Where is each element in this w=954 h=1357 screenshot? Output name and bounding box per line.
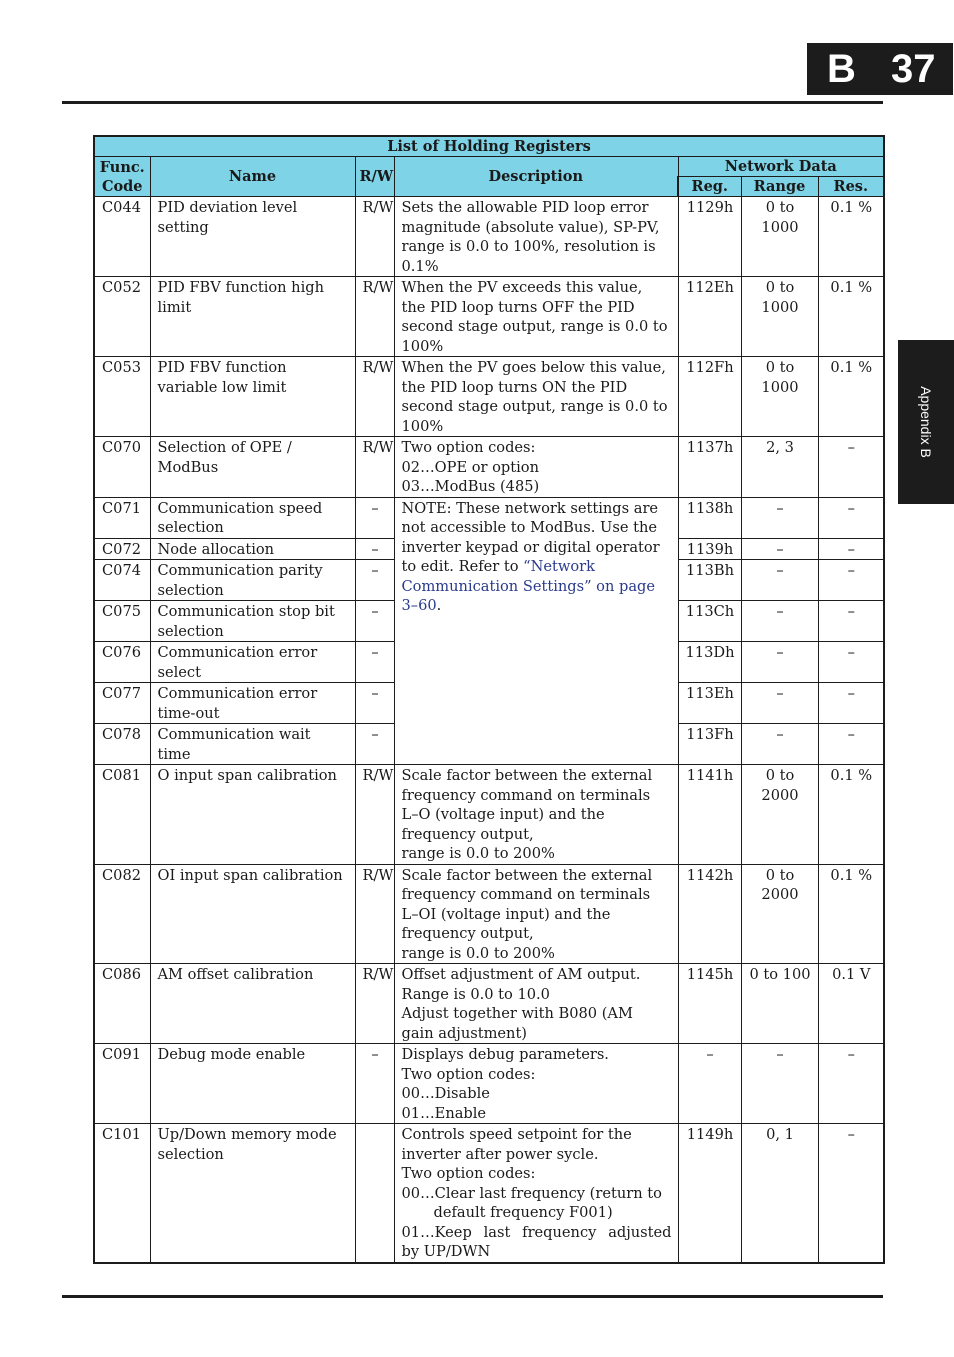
cell-res: 0.1 % <box>818 197 884 277</box>
appendix-side-tab <box>898 340 954 504</box>
side-tab-label: Appendix B <box>918 386 934 458</box>
cell-code: C074 <box>94 560 150 601</box>
table-row <box>94 1124 884 1263</box>
cell-range: – <box>741 724 818 765</box>
network-settings-note: NOTE: These network settings are not accessible to ModBus. Use the inverter keypad or digital operator to edit. Refer to “Network Communication Settings” on page 3–60. <box>394 497 678 765</box>
cell-code: C077 <box>94 683 150 724</box>
cell-description: Scale factor between the external frequency command on terminals L–O (voltage input) and the frequency output, range is 0.0 to 200% <box>394 765 678 865</box>
cell-name: Selection of OPE / ModBus <box>150 437 355 498</box>
cell-range: 0, 1 <box>741 1124 818 1263</box>
cell-reg: 112Fh <box>678 357 741 437</box>
cell-res: – <box>818 642 884 683</box>
network-communication-settings-link[interactable]: “Network <box>523 558 595 575</box>
cell-rw: – <box>355 683 394 724</box>
cell-rw: R/W <box>355 357 394 437</box>
table-row <box>94 765 884 865</box>
page-number: 37 <box>891 47 936 91</box>
network-communication-settings-link-cont[interactable]: Communication Settings” on page <box>401 577 656 595</box>
cell-rw: – <box>355 601 394 642</box>
cell-code: C082 <box>94 864 150 964</box>
table-row <box>94 864 884 964</box>
cell-res: 0.1 V <box>818 964 884 1044</box>
cell-description: Controls speed setpoint for the inverter after power sycle. Two option codes: 00…Clear last frequency (return to default frequency F001) 01…Keep last frequency adjusted by UP/DWN <box>394 1124 678 1263</box>
table-row <box>94 437 884 498</box>
cell-res: 0.1 % <box>818 357 884 437</box>
cell-code: C044 <box>94 197 150 277</box>
table-title: List of Holding Registers <box>94 136 884 157</box>
cell-description: Two option codes: 02…OPE or option 03…ModBus (485) <box>394 437 678 498</box>
cell-reg: 1139h <box>678 538 741 560</box>
page-badge <box>807 43 953 95</box>
cell-reg: 113Dh <box>678 642 741 683</box>
table-title-row <box>94 136 884 157</box>
bottom-rule <box>62 1295 883 1298</box>
table-row <box>94 357 884 437</box>
cell-name: Communication error time-out <box>150 683 355 724</box>
cell-range: – <box>741 683 818 724</box>
cell-range: 0 to 2000 <box>741 765 818 865</box>
page-reference-link[interactable]: 3–60 <box>401 597 437 614</box>
cell-code: C075 <box>94 601 150 642</box>
cell-range: – <box>741 538 818 560</box>
cell-name: Communication stop bit selection <box>150 601 355 642</box>
cell-code: C072 <box>94 538 150 560</box>
cell-code: C076 <box>94 642 150 683</box>
cell-name: PID FBV function variable low limit <box>150 357 355 437</box>
cell-res: – <box>818 497 884 538</box>
cell-rw: – <box>355 560 394 601</box>
cell-res: 0.1 % <box>818 864 884 964</box>
cell-reg: 1142h <box>678 864 741 964</box>
cell-res: – <box>818 538 884 560</box>
table-row <box>94 497 884 538</box>
table-row <box>94 197 884 277</box>
cell-rw: R/W <box>355 964 394 1044</box>
cell-description: Offset adjustment of AM output. Range is 0.0 to 10.0 Adjust together with B080 (AM gain adjustment) <box>394 964 678 1044</box>
cell-rw: R/W <box>355 864 394 964</box>
cell-name: Communication speed selection <box>150 497 355 538</box>
header-name: Name <box>150 157 355 197</box>
table-row <box>94 1044 884 1124</box>
cell-rw: – <box>355 724 394 765</box>
cell-code: C053 <box>94 357 150 437</box>
cell-description: When the PV goes below this value, the PID loop turns ON the PID second stage output, range is 0.0 to 100% <box>394 357 678 437</box>
top-rule <box>62 101 883 104</box>
cell-range: – <box>741 642 818 683</box>
cell-res: – <box>818 683 884 724</box>
table-row <box>94 964 884 1044</box>
cell-description: Scale factor between the external frequency command on terminals L–OI (voltage input) and the frequency output, range is 0.0 to 200% <box>394 864 678 964</box>
header-network-data: Network Data <box>678 157 884 177</box>
cell-rw: – <box>355 1044 394 1124</box>
cell-rw: R/W <box>355 277 394 357</box>
holding-registers-table <box>93 135 885 1264</box>
cell-reg: 113Ch <box>678 601 741 642</box>
cell-code: C086 <box>94 964 150 1044</box>
cell-reg: 1138h <box>678 497 741 538</box>
cell-reg: 113Eh <box>678 683 741 724</box>
header-row-1 <box>94 157 884 177</box>
cell-reg: 1141h <box>678 765 741 865</box>
cell-name: Communication wait time <box>150 724 355 765</box>
section-letter: B <box>827 47 856 91</box>
cell-range: 0 to 2000 <box>741 864 818 964</box>
cell-name: OI input span calibration <box>150 864 355 964</box>
cell-res: 0.1 % <box>818 765 884 865</box>
cell-reg: 112Eh <box>678 277 741 357</box>
table-row <box>94 277 884 357</box>
cell-code: C101 <box>94 1124 150 1263</box>
cell-name: PID deviation level setting <box>150 197 355 277</box>
cell-res: 0.1 % <box>818 277 884 357</box>
header-res: Res. <box>818 177 884 197</box>
cell-res: – <box>818 1124 884 1263</box>
cell-reg: – <box>678 1044 741 1124</box>
cell-range: 0 to 1000 <box>741 357 818 437</box>
cell-description: Sets the allowable PID loop error magnitude (absolute value), SP-PV, range is 0.0 to 100%, resolution is 0.1% <box>394 197 678 277</box>
cell-name: AM offset calibration <box>150 964 355 1044</box>
cell-range: – <box>741 560 818 601</box>
header-func-code: Func. Code <box>94 157 150 197</box>
cell-code: C071 <box>94 497 150 538</box>
cell-description: When the PV exceeds this value, the PID loop turns OFF the PID second stage output, range is 0.0 to 100% <box>394 277 678 357</box>
cell-res: – <box>818 437 884 498</box>
cell-range: – <box>741 601 818 642</box>
cell-range: – <box>741 1044 818 1124</box>
cell-range: 0 to 100 <box>741 964 818 1044</box>
cell-rw: – <box>355 538 394 560</box>
cell-res: – <box>818 601 884 642</box>
cell-description: Displays debug parameters. Two option codes: 00…Disable 01…Enable <box>394 1044 678 1124</box>
cell-range: – <box>741 497 818 538</box>
cell-reg: 113Fh <box>678 724 741 765</box>
cell-code: C091 <box>94 1044 150 1124</box>
cell-rw: – <box>355 497 394 538</box>
cell-rw: R/W <box>355 765 394 865</box>
cell-rw: – <box>355 642 394 683</box>
header-range: Range <box>741 177 818 197</box>
cell-reg: 1129h <box>678 197 741 277</box>
cell-rw: R/W <box>355 197 394 277</box>
cell-name: Up/Down memory mode selection <box>150 1124 355 1263</box>
cell-reg: 113Bh <box>678 560 741 601</box>
cell-reg: 1149h <box>678 1124 741 1263</box>
cell-res: – <box>818 724 884 765</box>
cell-code: C078 <box>94 724 150 765</box>
cell-reg: 1137h <box>678 437 741 498</box>
cell-code: C081 <box>94 765 150 865</box>
cell-range: 0 to 1000 <box>741 277 818 357</box>
cell-range: 0 to 1000 <box>741 197 818 277</box>
cell-res: – <box>818 1044 884 1124</box>
cell-name: O input span calibration <box>150 765 355 865</box>
cell-range: 2, 3 <box>741 437 818 498</box>
cell-rw: R/W <box>355 437 394 498</box>
cell-code: C070 <box>94 437 150 498</box>
header-rw: R/W <box>355 157 394 197</box>
cell-name: Debug mode enable <box>150 1044 355 1124</box>
header-reg: Reg. <box>678 177 741 197</box>
cell-code: C052 <box>94 277 150 357</box>
cell-name: Communication parity selection <box>150 560 355 601</box>
cell-reg: 1145h <box>678 964 741 1044</box>
cell-name: PID FBV function high limit <box>150 277 355 357</box>
cell-name: Node allocation <box>150 538 355 560</box>
header-description: Description <box>394 157 678 197</box>
cell-res: – <box>818 560 884 601</box>
cell-name: Communication error select <box>150 642 355 683</box>
cell-rw <box>355 1124 394 1263</box>
